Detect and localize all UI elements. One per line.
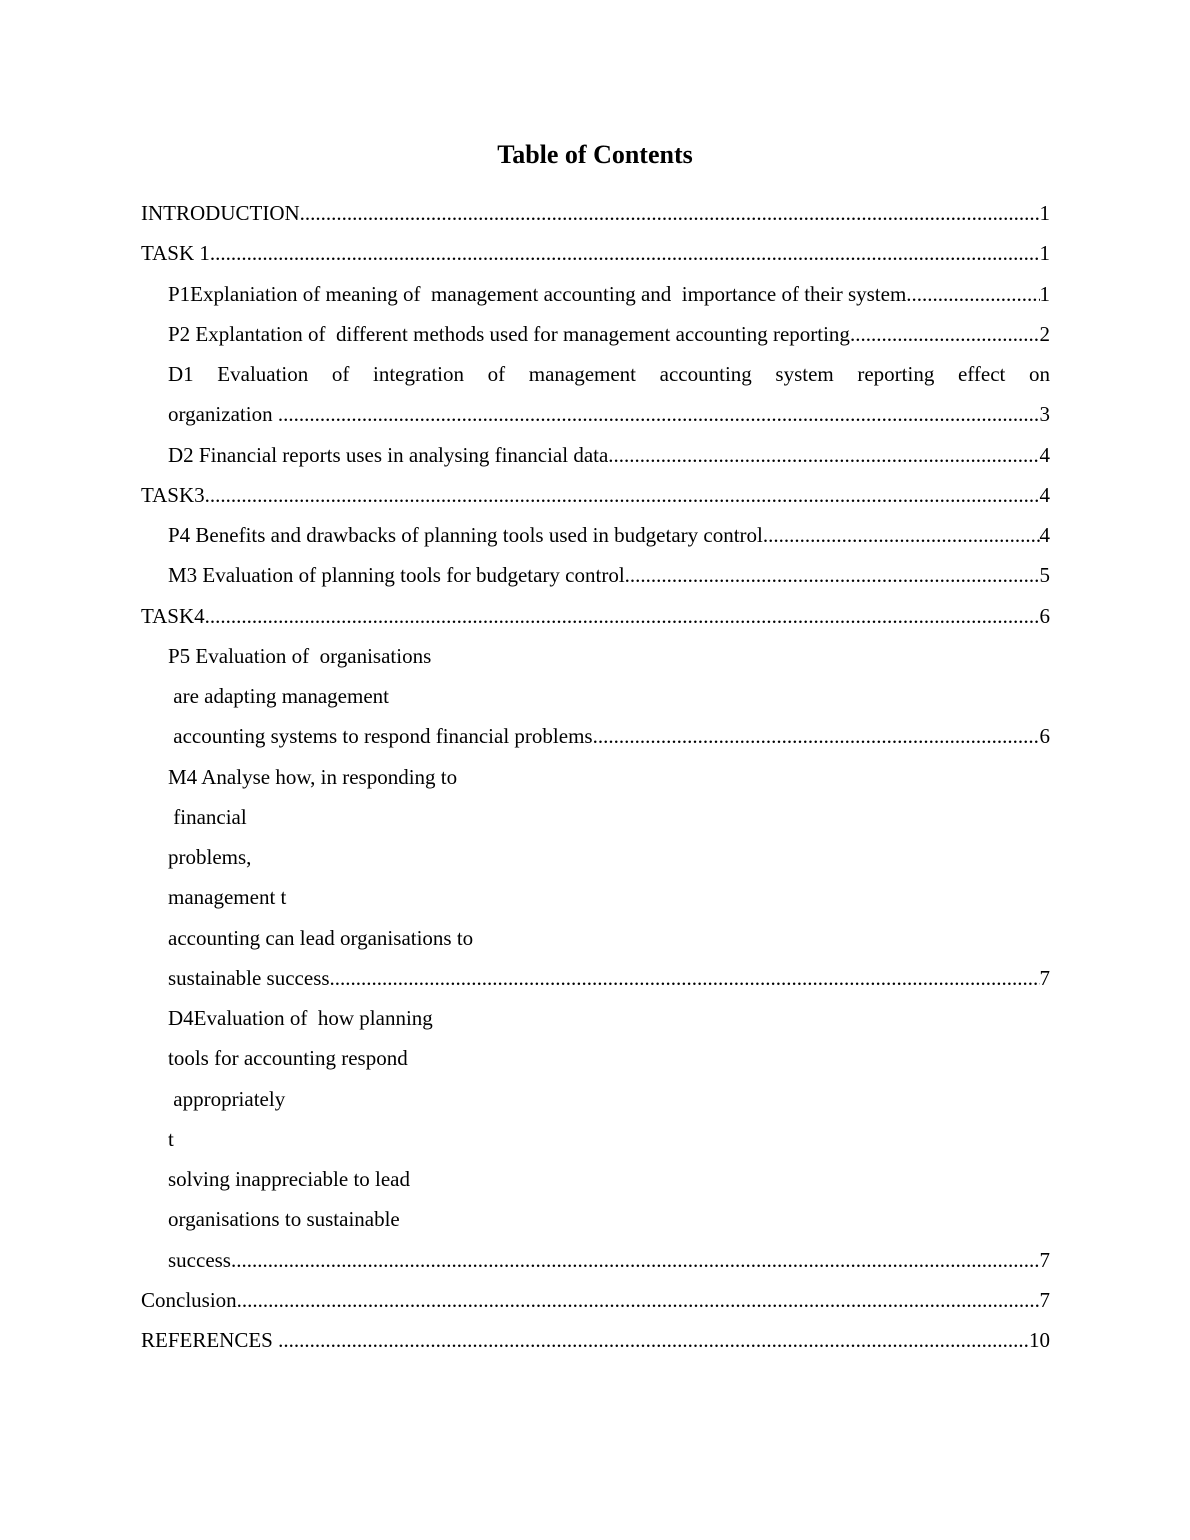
toc-entry-text: P1Explaniation of meaning of management accounting and importance of their system <box>168 281 907 306</box>
toc-entry-text: appropriately <box>168 1086 286 1111</box>
toc-entry-link[interactable] <box>141 399 1050 439</box>
toc-entry-text: Conclusion <box>141 1287 237 1312</box>
toc-page-number: 4 <box>1039 523 1050 547</box>
toc-entry-text: accounting systems to respond financial problems <box>168 724 593 749</box>
toc-entry-text: TASK 1 <box>141 241 210 266</box>
toc-entry-link[interactable] <box>141 198 1050 238</box>
dot-leader <box>278 1325 1029 1365</box>
toc-page-number: 10 <box>1029 1328 1050 1352</box>
dot-leader <box>205 480 1040 520</box>
toc-entry-text: success <box>168 1247 231 1272</box>
toc-entry-link[interactable] <box>141 601 1050 641</box>
toc-entry-link[interactable] <box>141 480 1050 520</box>
toc-entry-link[interactable] <box>141 1285 1050 1325</box>
toc-entry-line <box>141 802 1050 842</box>
dot-leader <box>608 440 1039 480</box>
toc-entry-link[interactable] <box>141 1325 1050 1365</box>
dot-leader <box>210 238 1040 278</box>
toc-page-number: 1 <box>1039 281 1050 306</box>
toc-entry-text: sustainable success <box>168 965 330 990</box>
toc-entry-line <box>141 1003 1050 1043</box>
toc-entry-text: REFERENCES <box>141 1328 279 1352</box>
toc-entry-text: TASK4 <box>141 603 205 628</box>
toc-entry-text: M4 Analyse how, in responding to <box>168 764 458 789</box>
toc-entry-line <box>141 641 1050 681</box>
toc-entry-line <box>141 681 1050 721</box>
toc-page-number: 4 <box>1039 442 1050 467</box>
toc-entry-text: TASK3 <box>141 482 205 507</box>
toc-entry-text: tools for accounting respond <box>168 1046 408 1071</box>
toc-page-number: 1 <box>1039 201 1050 225</box>
toc-page-number: 2 <box>1039 321 1050 346</box>
toc-entry-text: organization <box>168 402 278 427</box>
toc-entry-link[interactable] <box>141 279 1050 319</box>
toc-page-number: 6 <box>1039 603 1050 628</box>
dot-leader <box>625 560 1040 600</box>
toc-entry-text: solving inappreciable to lead <box>168 1167 411 1191</box>
dot-leader <box>850 319 1040 359</box>
toc-entry-link[interactable] <box>141 1245 1050 1285</box>
toc-entry-link[interactable] <box>141 520 1050 560</box>
table-of-contents <box>141 198 1050 1365</box>
toc-entry-text: problems, <box>168 845 252 869</box>
toc-entry-text: management t <box>168 885 287 910</box>
dot-leader <box>205 601 1040 641</box>
dot-leader <box>906 279 1039 319</box>
dot-leader <box>231 1245 1040 1285</box>
dot-leader <box>593 721 1040 761</box>
dot-leader <box>330 963 1040 1003</box>
toc-entry-line <box>141 1043 1050 1083</box>
toc-entry-line <box>141 923 1050 963</box>
dot-leader <box>237 1285 1040 1325</box>
dot-leader <box>278 399 1040 439</box>
toc-title: Table of Contents <box>497 140 693 169</box>
toc-entry-line <box>141 1204 1050 1244</box>
toc-entry-line <box>141 842 1050 882</box>
toc-page-number: 5 <box>1039 563 1050 588</box>
toc-entry-line <box>141 1084 1050 1124</box>
toc-page-number: 6 <box>1039 724 1050 749</box>
toc-entry-text: P2 Explantation of different methods used for management accounting reporting <box>168 321 850 346</box>
toc-page-number: 3 <box>1039 402 1050 427</box>
toc-entry-link[interactable] <box>141 963 1050 1003</box>
toc-entry-line <box>141 359 1050 399</box>
toc-entry-text: INTRODUCTION <box>141 201 300 225</box>
toc-entry-line <box>141 1164 1050 1204</box>
toc-page-number: 7 <box>1039 1247 1050 1272</box>
toc-entry-line <box>141 762 1050 802</box>
toc-entry-text: M3 Evaluation of planning tools for budgetary control <box>168 563 625 588</box>
toc-entry-link[interactable] <box>141 440 1050 480</box>
toc-entry-link[interactable] <box>141 560 1050 600</box>
toc-entry-text: are adapting management <box>168 684 389 708</box>
toc-entry-text: P5 Evaluation of organisations <box>168 643 432 668</box>
dot-leader <box>300 198 1040 238</box>
toc-entry-text: accounting can lead organisations to <box>168 925 474 950</box>
toc-entry-text: financial <box>168 804 247 829</box>
toc-entry-text: P4 Benefits and drawbacks of planning tools used in budgetary control <box>168 523 763 547</box>
toc-page-number: 1 <box>1039 241 1050 266</box>
dot-leader <box>763 520 1040 560</box>
toc-page-number: 4 <box>1039 482 1050 507</box>
toc-entry-text: D2 Financial reports uses in analysing financial data <box>168 442 609 467</box>
toc-entry-text: organisations to sustainable <box>168 1207 400 1232</box>
toc-entry-text: D1 Evaluation of integration of management accounting system reporting effect on <box>168 362 1050 386</box>
toc-entry-link[interactable] <box>141 238 1050 278</box>
toc-entry-link[interactable] <box>141 319 1050 359</box>
toc-entry-line <box>141 1124 1050 1164</box>
toc-entry-text: D4Evaluation of how planning <box>168 1006 433 1030</box>
toc-page-number: 7 <box>1039 965 1050 990</box>
toc-entry-link[interactable] <box>141 721 1050 761</box>
toc-page-number: 7 <box>1039 1287 1050 1312</box>
toc-entry-line <box>141 882 1050 922</box>
toc-entry-text: t <box>168 1126 174 1151</box>
